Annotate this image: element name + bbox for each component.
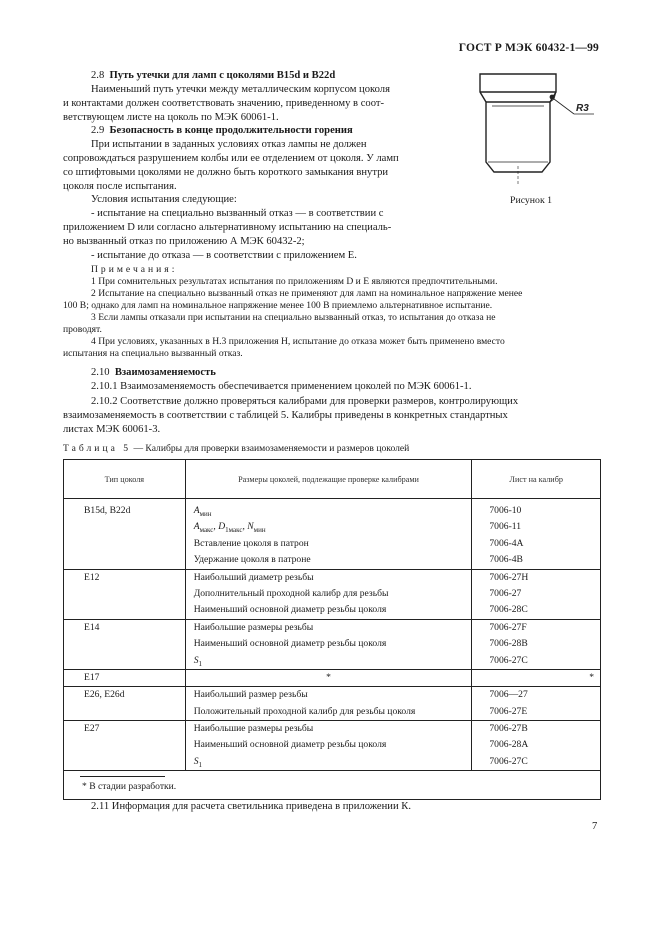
table-5 <box>63 459 601 800</box>
section-title: Безопасность в конце продолжительности горения <box>109 125 353 136</box>
section-2-8-line-1: Наименьший путь утечки между металлическим корпусом цоколя <box>91 84 390 95</box>
table-row <box>64 687 601 721</box>
table-row <box>64 669 601 686</box>
cap-type-cell: B15d, B22d <box>84 505 131 516</box>
notes-title: Примечания: <box>91 264 178 275</box>
sheet-cell: 7006-10 <box>489 505 522 516</box>
table-caption-text: — Калибры для проверки взаимозаменяемости и размеров цоколей <box>133 443 410 454</box>
dimension-cell: Наибольший размер резьбы <box>193 689 308 701</box>
section-number: 2.9 <box>91 125 105 136</box>
table-row <box>64 721 601 771</box>
dimension-cell: Дополнительный проходной калибр для резьбы <box>193 587 389 599</box>
sheet-cell: 7006-28C <box>489 604 528 616</box>
test-condition-1-line-2: приложением D или согласно альтернативному испытанию на специаль- <box>63 222 392 233</box>
dimension-cell: Наибольшие размеры резьбы <box>193 621 314 633</box>
cap-type-cell: E27 <box>84 723 100 735</box>
dimension-cell: Наименьший основной диаметр резьбы цоколя <box>193 604 387 616</box>
table-row <box>64 499 601 570</box>
figure-1-caption: Рисунок 1 <box>510 195 553 206</box>
fillet-radius-label: R3 <box>576 103 589 114</box>
sheet-cell: 7006-27C <box>489 755 528 767</box>
section-2-10-2-line-1: 2.10.2 Соответствие должно проверяться калибрами для проверки размеров, контролирующих <box>91 396 519 407</box>
sheet-cell: 7006-27E <box>489 705 528 717</box>
table-row <box>64 619 601 669</box>
dimension-cell: $A_{макс}$, $D_{1макс}$, $N_{мин}$ <box>193 521 266 535</box>
cap-type-cell: E14 <box>84 621 100 633</box>
note-4-line-2: испытания на специально вызванный отказ. <box>63 348 243 359</box>
test-condition-1-line-1: - испытание на специально вызванный отказ — в соответствии с <box>91 208 384 219</box>
table-header-row <box>64 460 601 499</box>
section-2-8-heading <box>91 69 335 83</box>
section-2-10-heading <box>91 366 216 380</box>
note-2-line-2: 100 В; однако для ламп на номинальное напряжение менее 100 В приемлемо альтернативное испытание. <box>63 300 493 311</box>
dimension-cell: Удержание цоколя в патроне <box>193 554 311 566</box>
dimension-cell: Наибольшие размеры резьбы <box>193 723 314 735</box>
section-title: Путь утечки для ламп с цоколями B15d и B22d <box>109 70 336 81</box>
cap-type-cell: E17 <box>84 671 100 683</box>
cap-type-cell: E26, E26d <box>84 689 125 701</box>
footnote-rule <box>80 776 165 777</box>
sheet-cell: 7006-27 <box>489 587 522 599</box>
test-condition-2: - испытание до отказа — в соответствии с приложением Е. <box>91 250 357 261</box>
sheet-cell: * <box>589 671 594 683</box>
column-header: Тип цоколя <box>64 460 186 499</box>
dimension-label: мин <box>199 509 212 518</box>
sheet-cell: 7006-4B <box>489 554 523 566</box>
dimension-cell: $A_{мин}$ <box>193 505 212 518</box>
sheet-cell: 7006-27F <box>489 621 527 633</box>
document-header: ГОСТ Р МЭК 60432-1—99 <box>458 42 599 54</box>
dimension-cell: $S_1$ <box>193 755 202 769</box>
dimension-cell: $S_1$ <box>193 654 202 668</box>
table-footnote-row <box>64 771 601 800</box>
table-5-caption <box>63 443 409 455</box>
section-number: 2.10 <box>91 367 110 378</box>
section-2-9-line-2: сопровождаться разрушением колбы или ее отделением от цоколя. У ламп <box>63 153 399 164</box>
page-number: 7 <box>592 821 598 832</box>
section-2-8-line-2: и контактами должен соответствовать значению, приведенному в соот- <box>63 98 385 109</box>
section-number: 2.8 <box>91 70 105 81</box>
note-3-line-2: проводят. <box>63 324 102 335</box>
note-4-line-1: 4 При условиях, указанных в Н.3 приложения Н, испытание до отказа может быть применено вместо <box>91 336 505 347</box>
column-header: Размеры цоколей, подлежащие проверке калибрами <box>185 460 472 499</box>
section-2-9-line-3: со штифтовыми цоколями не должно быть короткого замыкания внутри <box>63 167 389 178</box>
section-2-11: 2.11 Информация для расчета светильника приведена в приложении К. <box>91 801 411 812</box>
sheet-cell: 7006—27 <box>489 689 528 701</box>
table-label: Таблица 5 <box>63 443 132 454</box>
sheet-cell: 7006-28A <box>489 739 529 751</box>
section-2-9-line-1: При испытании в заданных условиях отказ лампы не должен <box>91 139 367 150</box>
note-2-line-1: 2 Испытание на специально вызванный отказ не применяют для ламп на номинальное напряжение менее <box>91 288 523 299</box>
section-2-8-line-3: ветствующем листе на цоколь по МЭК 60061-1. <box>63 112 279 123</box>
test-condition-1-line-3: но вызванный отказ по приложению А МЭК 60432-2; <box>63 236 305 247</box>
figure-1-lamp-cap-drawing <box>470 66 600 186</box>
section-2-10-2-line-2: взаимозаменяемость в соответствии с таблицей 5. Калибры приведены в конкретных стандартных <box>63 410 508 421</box>
sheet-cell: 7006-27H <box>489 571 529 583</box>
note-1: 1 При сомнительных результатах испытания по приложениям D и Е являются предпочтительными. <box>91 276 498 287</box>
section-2-10-2-line-3: листах МЭК 60061-3. <box>63 424 161 435</box>
column-header: Лист на калибр <box>472 460 601 499</box>
table-row <box>64 569 601 619</box>
sheet-cell: 7006-4A <box>489 537 524 549</box>
sheet-cell: 7006-28B <box>489 638 528 650</box>
dimension-cell: Положительный проходной калибр для резьбы цоколя <box>193 705 416 717</box>
section-2-10-1: 2.10.1 Взаимозаменяемость обеспечивается применением цоколей по МЭК 60061-1. <box>91 381 472 392</box>
dimension-cell: Наименьший основной диаметр резьбы цоколя <box>193 739 387 751</box>
section-2-9-line-4: цоколя после испытания. <box>63 181 177 192</box>
dimension-cell: * <box>326 671 331 683</box>
sheet-cell: 7006-27C <box>489 654 528 666</box>
section-2-9-heading <box>91 124 353 138</box>
dimension-cell: Наименьший основной диаметр резьбы цоколя <box>193 638 387 650</box>
note-3-line-1: 3 Если лампы отказали при испытании на специально вызванный отказ, то испытания до отказа не <box>91 312 496 323</box>
test-conditions-intro: Условия испытания следующие: <box>91 194 237 205</box>
dimension-cell: Наибольший диаметр резьбы <box>193 571 314 583</box>
cap-type-cell: E12 <box>84 571 100 583</box>
dimension-cell: Вставление цоколя в патрон <box>193 537 309 549</box>
sheet-cell: 7006-27B <box>489 723 528 735</box>
sheet-cell: 7006-11 <box>489 521 521 533</box>
table-footnote: * В стадии разработки. <box>82 781 177 793</box>
section-title: Взаимозаменяемость <box>114 367 216 378</box>
